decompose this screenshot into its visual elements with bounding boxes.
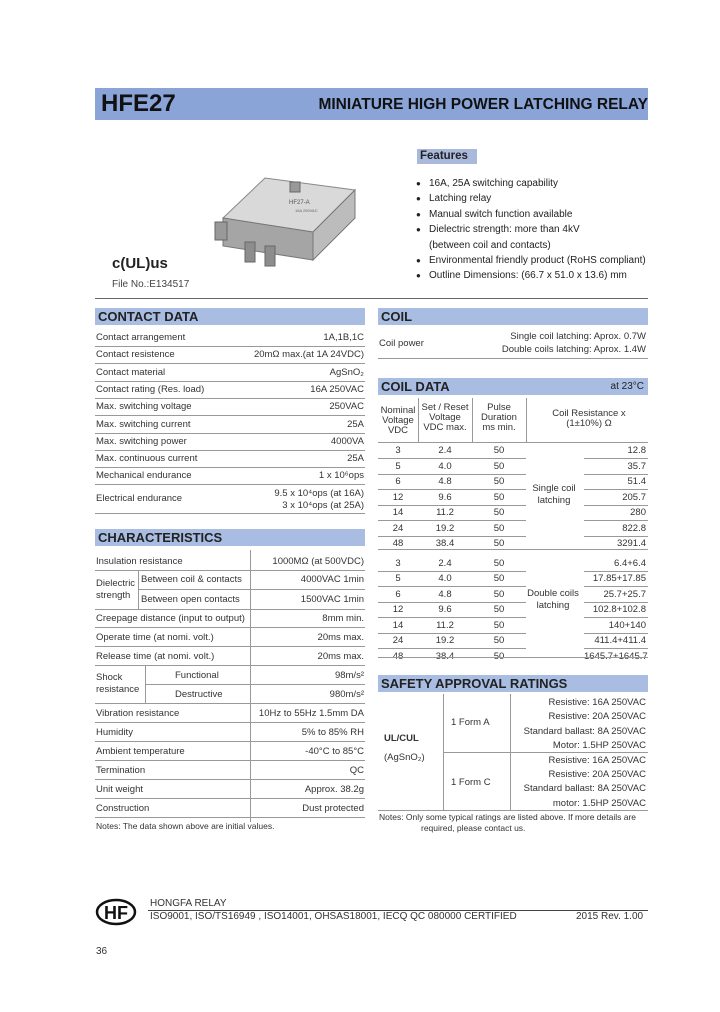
row-divider bbox=[95, 433, 365, 434]
relay-image bbox=[205, 160, 360, 270]
dielectric-label: Dielectric strength bbox=[96, 578, 136, 601]
vibration-value: 10Hz to 55Hz 1.5mm DA bbox=[258, 708, 364, 719]
contact-row-label: Contact material bbox=[96, 366, 166, 378]
row-divider bbox=[138, 589, 365, 590]
coil-cell: 12.8 bbox=[627, 445, 646, 456]
weight-value: Approx. 38.2g bbox=[304, 784, 364, 795]
electrical-endurance-value-1: 9.5 x 10⁴ops (at 16A) bbox=[274, 488, 364, 499]
coil-cell: 24 bbox=[392, 635, 404, 646]
file-number: File No.:E134517 bbox=[112, 279, 190, 290]
shock-label: Shock resistance bbox=[96, 672, 140, 695]
coil-cell: 5 bbox=[395, 460, 401, 472]
row-divider bbox=[584, 489, 648, 490]
row-divider bbox=[95, 798, 365, 799]
weight-label: Unit weight bbox=[96, 784, 143, 795]
coil-cell: 50 bbox=[493, 619, 505, 631]
contact-row-label: Max. switching power bbox=[96, 435, 187, 447]
coil-cell: 2.4 bbox=[438, 557, 452, 569]
coil-cell: 205.7 bbox=[622, 491, 646, 503]
ambient-label: Ambient temperature bbox=[96, 746, 185, 757]
form-a-label: 1 Form A bbox=[451, 717, 490, 728]
safety-cert: UL/CUL bbox=[384, 733, 419, 744]
row-divider bbox=[378, 489, 526, 490]
coil-cell: 4.0 bbox=[438, 460, 452, 472]
characteristics-notes: Notes: The data shown above are initial values. bbox=[96, 821, 275, 831]
feature-item: ● Outline Dimensions: (66.7 x 51.0 x 13.6) mm bbox=[416, 268, 646, 283]
coil-cell: 50 bbox=[493, 507, 505, 518]
coil-cell: 4.0 bbox=[438, 573, 452, 584]
row-divider bbox=[95, 398, 365, 399]
characteristics-title: CHARACTERISTICS bbox=[95, 529, 365, 546]
coil-cell: 102.8+102.8 bbox=[592, 604, 646, 615]
coil-data-temperature: at 23°C bbox=[610, 381, 644, 392]
row-divider bbox=[443, 752, 648, 753]
termination-label: Termination bbox=[96, 765, 146, 776]
contact-row-value: 20mΩ max.(at 1A 24VDC) bbox=[253, 349, 364, 361]
header-pulse-duration: Pulse Duration ms min. bbox=[481, 402, 517, 433]
row-divider bbox=[378, 358, 648, 359]
termination-value: QC bbox=[349, 765, 364, 776]
hongfa-logo bbox=[95, 898, 137, 926]
row-divider bbox=[95, 381, 365, 382]
row-divider bbox=[95, 363, 365, 364]
feature-item: ● Dielectric strength: more than 4kV bbox=[416, 222, 646, 237]
coil-title: COIL bbox=[378, 308, 648, 325]
coil-cell: 38.4 bbox=[435, 650, 455, 662]
row-divider bbox=[378, 571, 526, 572]
row-divider bbox=[95, 627, 365, 628]
coil-cell: 48 bbox=[392, 650, 404, 662]
contact-row-value: 4000VA bbox=[330, 435, 364, 447]
safety-notes-1: Notes: Only some typical ratings are listed above. If more details are bbox=[379, 812, 637, 822]
contact-row-label: Max. continuous current bbox=[96, 453, 198, 465]
row-divider bbox=[378, 505, 526, 506]
safety-notes-2: required, please contact us. bbox=[421, 823, 526, 833]
shock-destructive-value: 980m/s² bbox=[329, 689, 364, 700]
contact-row-label: Contact arrangement bbox=[96, 332, 186, 343]
coil-cell: 140+140 bbox=[608, 619, 646, 631]
safety-material: (AgSnO₂) bbox=[384, 752, 425, 763]
coil-cell: 4.8 bbox=[438, 588, 452, 600]
creepage-value: 8mm min. bbox=[322, 613, 364, 624]
svg-text:F: F bbox=[117, 903, 128, 923]
row-divider bbox=[584, 602, 648, 603]
safety-rating: Standard ballast: 8A 250VAC bbox=[523, 725, 646, 737]
certifications: ISO9001, ISO/TS16949 , ISO14001, OHSAS18001, IECQ QC 080000 CERTIFIED bbox=[150, 911, 517, 922]
header-divider bbox=[378, 442, 648, 443]
contact-row-value: 16A 250VAC bbox=[310, 383, 364, 395]
coil-cell: 24 bbox=[392, 522, 404, 534]
svg-text:HF27-A: HF27-A bbox=[289, 200, 310, 206]
release-label: Release time (at nomi. volt.) bbox=[96, 651, 215, 662]
group-divider bbox=[378, 549, 648, 550]
coil-cell: 3 bbox=[395, 557, 401, 569]
row-divider bbox=[584, 617, 648, 618]
operate-label: Operate time (at nomi. volt.) bbox=[96, 632, 214, 643]
insulation-label: Insulation resistance bbox=[96, 556, 183, 567]
row-divider bbox=[95, 646, 365, 647]
row-divider bbox=[95, 346, 365, 347]
column-divider bbox=[472, 398, 473, 443]
column-divider bbox=[418, 398, 419, 443]
coil-cell: 822.8 bbox=[622, 522, 646, 534]
construction-label: Construction bbox=[96, 803, 150, 814]
coil-power-label: Coil power bbox=[379, 338, 424, 349]
row-divider bbox=[584, 571, 648, 572]
row-divider bbox=[378, 520, 526, 521]
column-divider bbox=[250, 550, 251, 822]
operate-value: 20ms max. bbox=[317, 632, 364, 643]
dielectric-2-label: Between open contacts bbox=[141, 594, 240, 605]
coil-cell: 50 bbox=[493, 445, 505, 456]
coil-data-title bbox=[378, 378, 648, 395]
shock-destructive-label: Destructive bbox=[175, 689, 223, 700]
row-divider bbox=[378, 648, 526, 649]
coil-cell: 14 bbox=[392, 507, 404, 518]
coil-cell: 6.4+6.4 bbox=[614, 557, 646, 569]
row-divider bbox=[378, 617, 526, 618]
row-divider bbox=[95, 415, 365, 416]
coil-cell: 411.4+411.4 bbox=[594, 635, 646, 646]
coil-cell: 9.6 bbox=[438, 604, 452, 615]
coil-power-double: Double coils latching: Aprox. 1.4W bbox=[501, 344, 646, 355]
row-divider bbox=[95, 450, 365, 451]
coil-cell: 19.2 bbox=[435, 635, 455, 646]
coil-cell: 50 bbox=[493, 635, 505, 646]
contact-row-value: 25A bbox=[347, 418, 364, 430]
vibration-label: Vibration resistance bbox=[96, 708, 180, 719]
row-divider bbox=[95, 665, 365, 666]
header-coil-resistance: Coil Resistance x (1±10%) Ω bbox=[552, 408, 626, 429]
coil-cell: 4.8 bbox=[438, 476, 452, 487]
coil-cell: 12 bbox=[392, 491, 404, 503]
safety-rating: Resistive: 20A 250VAC bbox=[548, 769, 646, 780]
revision: 2015 Rev. 1.00 bbox=[576, 911, 644, 922]
contact-row-value: AgSnO₂ bbox=[329, 366, 364, 378]
coil-cell: 48 bbox=[392, 538, 404, 549]
dielectric-2-value: 1500VAC 1min bbox=[300, 594, 364, 605]
safety-rating: Resistive: 16A 250VAC bbox=[548, 697, 646, 708]
title-bar bbox=[95, 88, 648, 120]
dielectric-1-value: 4000VAC 1min bbox=[300, 574, 364, 585]
coil-cell: 5 bbox=[395, 573, 401, 584]
coil-cell: 25.7+25.7 bbox=[603, 588, 646, 600]
row-divider bbox=[145, 684, 365, 685]
feature-item: ● 16A, 25A switching capability bbox=[416, 176, 646, 191]
contact-row-value: 1A,1B,1C bbox=[323, 332, 364, 343]
coil-cell: 50 bbox=[493, 460, 505, 472]
feature-item: (between coil and contacts) bbox=[429, 239, 551, 251]
coil-cell: 50 bbox=[493, 604, 505, 615]
row-divider bbox=[584, 648, 648, 649]
coil-cell: 3 bbox=[395, 445, 401, 456]
row-divider bbox=[378, 458, 526, 459]
row-divider bbox=[95, 741, 365, 742]
coil-cell: 17.85+17.85 bbox=[592, 573, 646, 584]
contact-row-label: Mechanical endurance bbox=[96, 470, 192, 482]
coil-cell: 51.4 bbox=[627, 476, 646, 487]
coil-cell: 12 bbox=[392, 604, 404, 615]
construction-value: Dust protected bbox=[302, 803, 364, 814]
contact-row-value: 25A bbox=[347, 453, 364, 465]
coil-cell: 50 bbox=[493, 573, 505, 584]
row-divider bbox=[95, 779, 365, 780]
row-divider bbox=[95, 722, 365, 723]
row-divider bbox=[584, 505, 648, 506]
row-divider bbox=[584, 520, 648, 521]
contact-data-title: CONTACT DATA bbox=[95, 308, 365, 325]
safety-title: SAFETY APPROVAL RATINGS bbox=[378, 675, 648, 692]
shock-functional-value: 98m/s² bbox=[334, 670, 364, 681]
coil-cell: 50 bbox=[493, 476, 505, 487]
coil-cell: 50 bbox=[493, 588, 505, 600]
row-divider bbox=[584, 633, 648, 634]
dielectric-1-label: Between coil & contacts bbox=[141, 574, 242, 585]
coil-cell: 50 bbox=[493, 557, 505, 569]
feature-item: ● Latching relay bbox=[416, 191, 646, 206]
row-divider bbox=[378, 536, 526, 537]
coil-cell: 1645.7+1645.7 bbox=[584, 650, 648, 662]
coil-cell: 11.2 bbox=[436, 507, 454, 518]
coil-cell: 11.2 bbox=[436, 619, 454, 631]
humidity-value: 5% to 85% RH bbox=[301, 727, 364, 738]
contact-row-label: Contact resistence bbox=[96, 349, 175, 361]
contact-row-label: Contact rating (Res. load) bbox=[96, 383, 205, 395]
header-set-reset-voltage: Set / Reset Voltage VDC max. bbox=[421, 402, 469, 433]
svg-text:16A 250VAC: 16A 250VAC bbox=[295, 208, 318, 213]
coil-cell: 2.4 bbox=[438, 445, 452, 456]
humidity-label: Humidity bbox=[96, 727, 133, 738]
features-title: Features bbox=[417, 149, 477, 164]
coil-cell: 14 bbox=[392, 619, 404, 631]
row-divider bbox=[378, 474, 526, 475]
row-divider bbox=[584, 458, 648, 459]
row-divider bbox=[584, 586, 648, 587]
safety-rating: Resistive: 16A 250VAC bbox=[548, 754, 646, 766]
ambient-value: -40°C to 85°C bbox=[305, 746, 364, 757]
feature-item: ● Manual switch function available bbox=[416, 207, 646, 222]
coil-cell: 50 bbox=[493, 522, 505, 534]
coil-cell: 9.6 bbox=[438, 491, 452, 503]
divider bbox=[95, 298, 648, 299]
product-description: MINIATURE HIGH POWER LATCHING RELAY bbox=[318, 96, 648, 113]
row-divider bbox=[95, 703, 365, 704]
column-divider bbox=[526, 398, 527, 443]
row-divider bbox=[378, 586, 526, 587]
creepage-label: Creepage distance (input to output) bbox=[96, 613, 245, 624]
company-name: HONGFA RELAY bbox=[150, 898, 227, 909]
contact-row-label: Max. switching current bbox=[96, 418, 191, 430]
coil-cell: 50 bbox=[493, 491, 505, 503]
coil-data-title-text: COIL DATA bbox=[381, 379, 450, 394]
form-c-label: 1 Form C bbox=[451, 777, 491, 788]
row-divider bbox=[584, 536, 648, 537]
header-nominal-voltage: Nominal Voltage VDC bbox=[380, 405, 416, 436]
coil-cell: 50 bbox=[493, 538, 505, 549]
row-divider bbox=[584, 474, 648, 475]
coil-cell: 38.4 bbox=[435, 538, 455, 549]
row-divider bbox=[95, 467, 365, 468]
contact-row-value: 1 x 10⁶ops bbox=[318, 470, 364, 482]
safety-rating: Standard ballast: 8A 250VAC bbox=[523, 783, 646, 795]
column-divider bbox=[138, 571, 139, 609]
shock-functional-label: Functional bbox=[175, 670, 219, 681]
row-divider bbox=[95, 760, 365, 761]
safety-rating: Motor: 1.5HP 250VAC bbox=[552, 740, 646, 752]
row-divider bbox=[378, 602, 526, 603]
release-value: 20ms max. bbox=[317, 651, 364, 662]
page-number: 36 bbox=[96, 946, 108, 957]
model-name: HFE27 bbox=[101, 90, 176, 117]
ul-mark: c(UL)us bbox=[112, 255, 168, 272]
row-divider bbox=[95, 570, 365, 571]
electrical-endurance-label: Electrical endurance bbox=[96, 493, 183, 504]
electrical-endurance-value-2: 3 x 10⁴ops (at 25A) bbox=[282, 500, 364, 511]
row-divider bbox=[95, 484, 365, 485]
row-divider bbox=[378, 810, 648, 811]
feature-item: ● Environmental friendly product (RoHS compliant) bbox=[416, 253, 646, 268]
row-divider bbox=[95, 609, 365, 610]
row-divider bbox=[95, 817, 365, 818]
coil-cell: 280 bbox=[630, 507, 646, 518]
safety-rating: motor: 1.5HP 250VAC bbox=[552, 797, 646, 809]
insulation-value: 1000MΩ (at 500VDC) bbox=[272, 556, 364, 567]
coil-cell: 50 bbox=[493, 650, 505, 662]
row-divider bbox=[95, 513, 365, 514]
coil-power-single: Single coil latching: Aprox. 0.7W bbox=[510, 331, 646, 342]
contact-row-value: 250VAC bbox=[329, 401, 364, 413]
single-coil-label: Single coil latching bbox=[532, 483, 576, 506]
features-list bbox=[416, 176, 646, 284]
svg-text:H: H bbox=[104, 903, 117, 923]
contact-row-label: Max. switching voltage bbox=[96, 401, 192, 413]
safety-rating: Resistive: 20A 250VAC bbox=[548, 711, 646, 723]
table-bottom bbox=[378, 657, 648, 658]
double-coil-label: Double coils latching bbox=[527, 588, 579, 611]
coil-cell: 19.2 bbox=[435, 522, 455, 534]
coil-cell: 35.7 bbox=[627, 460, 646, 472]
row-divider bbox=[378, 633, 526, 634]
coil-cell: 6 bbox=[395, 588, 401, 600]
coil-cell: 6 bbox=[395, 476, 401, 487]
coil-cell: 3291.4 bbox=[616, 538, 646, 549]
